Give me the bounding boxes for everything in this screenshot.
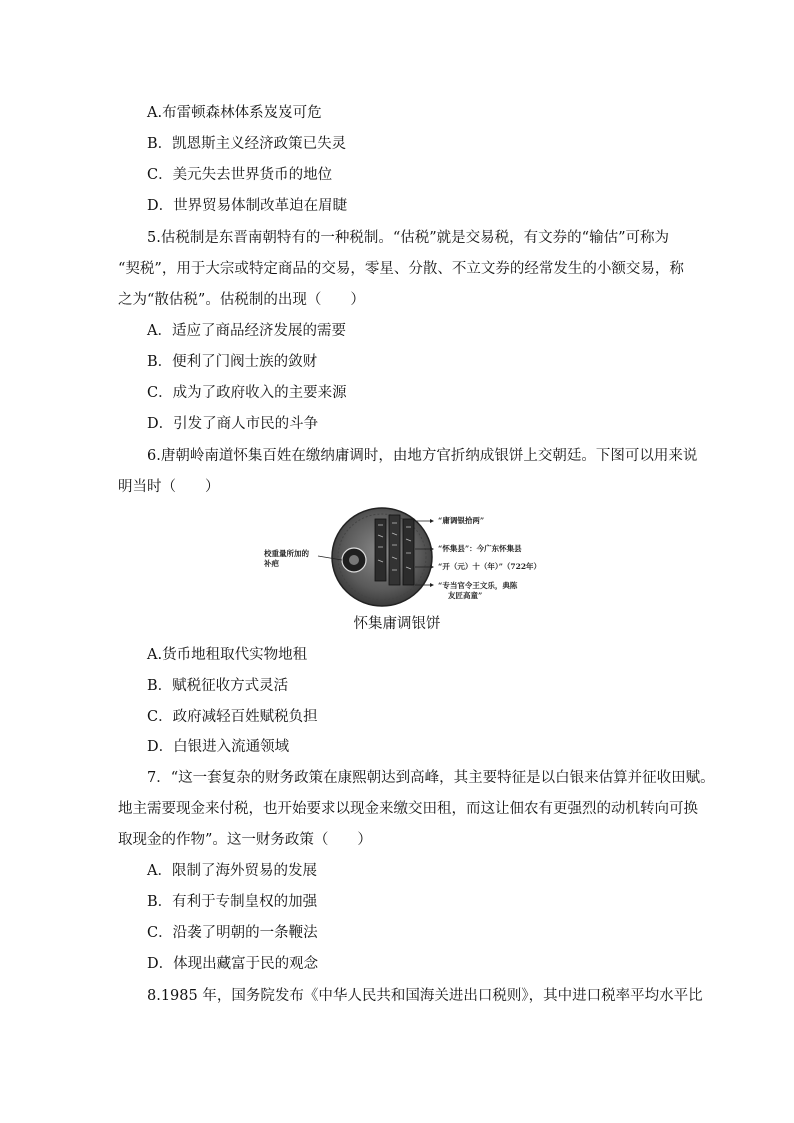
left-annotation-line-1: 校重量所加的 — [264, 549, 309, 558]
q5-stem-line-3: 之为“散估税”。估税制的出现（ ） — [118, 292, 365, 308]
q7-option-c: C．沿袭了明朝的一条鞭法 — [147, 925, 318, 941]
q7-stem-line-2: 地主需要现金来付税，也开始要求以现金来缴交田租，而这让佃农有更强烈的动机转向可换 — [118, 801, 698, 817]
q6-option-d: D．白银进入流通领域 — [147, 739, 290, 755]
q4-option-d: D．世界贸易体制改革迫在眉睫 — [147, 198, 348, 214]
q7-option-b: B．有利于专制皇权的加强 — [147, 894, 318, 910]
q7-stem-line-3: 取现金的作物”。这一财务政策（ ） — [118, 832, 372, 848]
q7-stem-line-1: 7．“这一套复杂的财务政策在康熙朝达到高峰，其主要特征是以白银来估算并征收田赋。 — [147, 770, 715, 786]
q5-option-a: A．适应了商品经济发展的需要 — [147, 323, 346, 339]
q5-option-b: B．便利了门阀士族的敛财 — [147, 354, 318, 370]
q8-stem-line-1: 8.1985 年，国务院发布《中华人民共和国海关进出口税则》，其中进口税率平均水平比 — [147, 988, 703, 1004]
q7-option-a: A．限制了海外贸易的发展 — [147, 863, 317, 879]
q5-option-d: D．引发了商人市民的斗争 — [147, 416, 319, 432]
right-annotation-1: “庸调银拾两” — [438, 516, 485, 525]
q6-stem-line-1: 6.唐朝岭南道怀集百姓在缴纳庸调时，由地方官折纳成银饼上交朝廷。下图可以用来说 — [147, 448, 698, 464]
right-annotation-4-line-1: “专当官令王文乐，典陈 — [438, 581, 518, 590]
q4-option-a: A.布雷顿森林体系岌岌可危 — [147, 105, 322, 121]
right-annotation-4-line-2: 友匠高童” — [448, 591, 483, 600]
q4-option-c: C．美元失去世界货币的地位 — [147, 167, 333, 183]
right-annotation-2: “怀集县”：今广东怀集县 — [438, 544, 522, 553]
q6-stem-line-2: 明当时（ ） — [118, 479, 220, 495]
q5-stem-line-2: “契税”，用于大宗或特定商品的交易，零星、分散、不立文券的经常发生的小额交易，称 — [118, 261, 684, 277]
q6-option-b: B．赋税征收方式灵活 — [147, 678, 289, 694]
q5-stem-line-1: 5.估税制是东晋南朝特有的一种税制。“估税”就是交易税，有文券的“输估”可称为 — [147, 230, 669, 246]
q5-option-c: C．成为了政府收入的主要来源 — [147, 385, 347, 401]
q4-option-b: B．凯恩斯主义经济政策已失灵 — [147, 136, 347, 152]
figure-caption: 怀集庸调银饼 — [353, 616, 441, 632]
q6-option-a: A.货币地租取代实物地租 — [147, 647, 308, 663]
q7-option-d: D．体现出藏富于民的观念 — [147, 956, 319, 972]
left-annotation-line-2: 补疤 — [264, 559, 279, 568]
q6-option-c: C．政府减轻百姓赋税负担 — [147, 709, 318, 725]
right-annotation-3: “开（元）十（年）”（722年） — [438, 562, 542, 571]
silver-cake-figure — [262, 505, 572, 609]
